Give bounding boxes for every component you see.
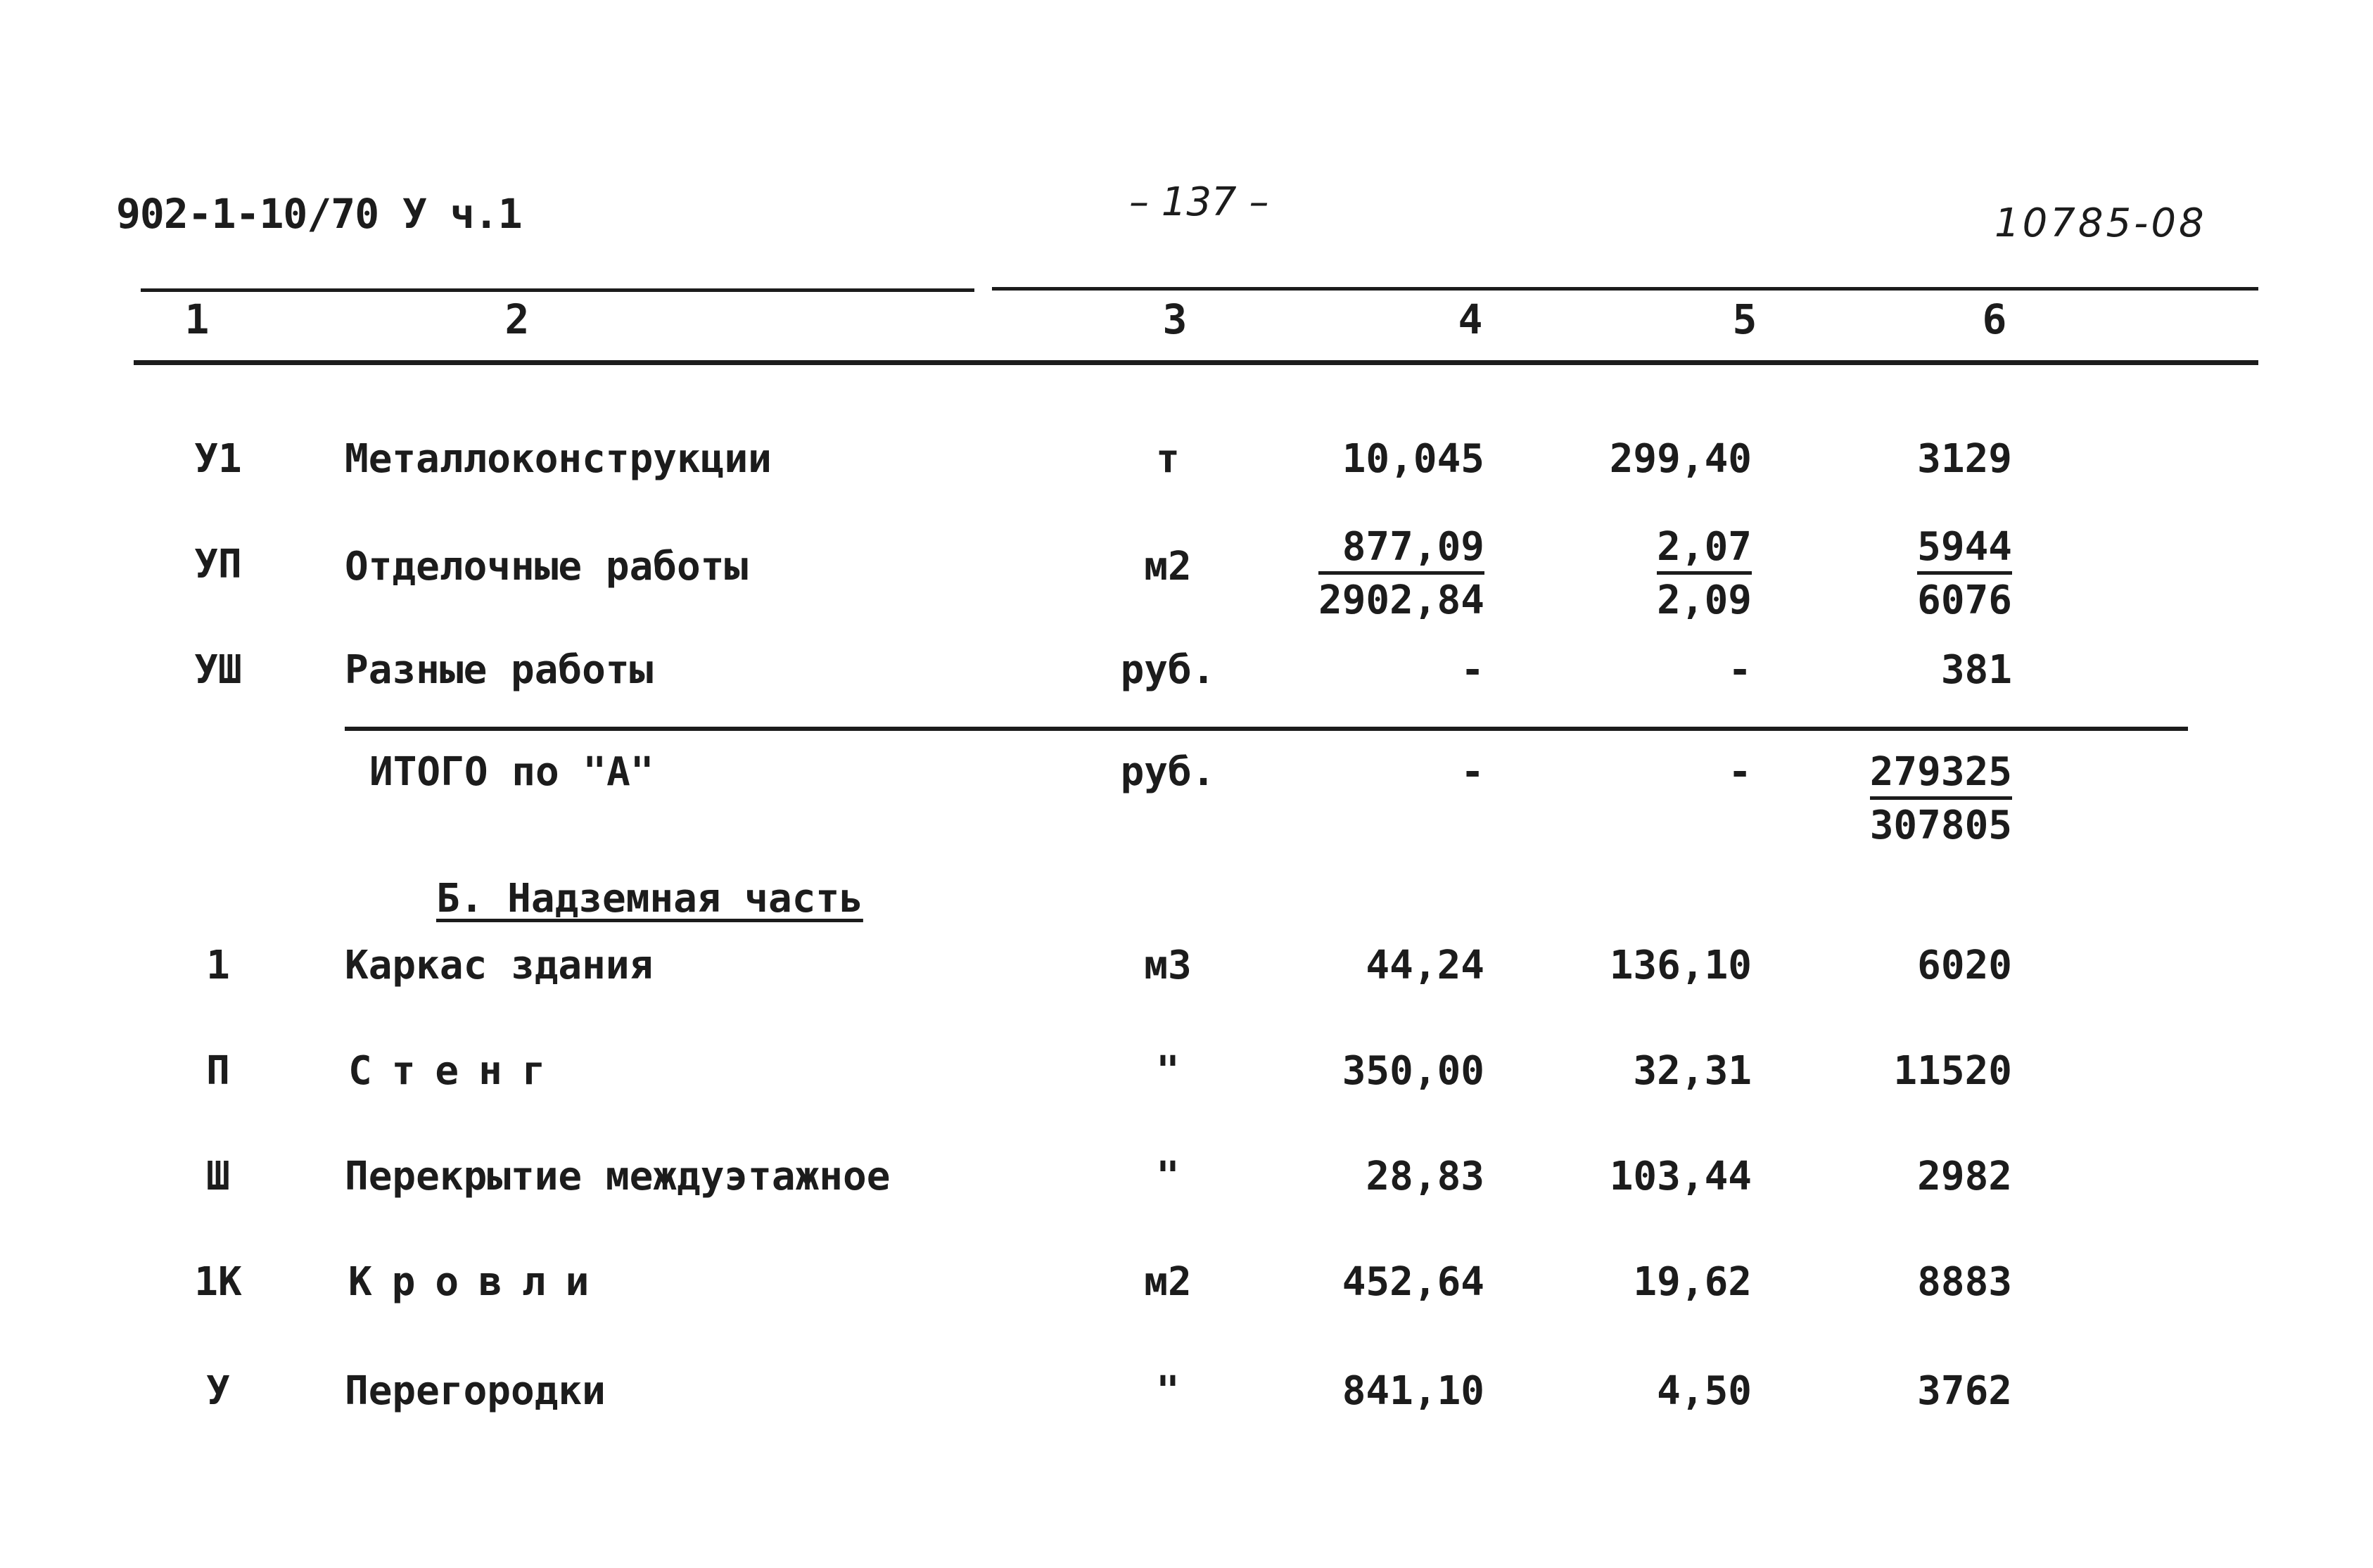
total-denominator: 6076 [1917, 578, 2012, 623]
row-price: 19,62 [1633, 1259, 1752, 1305]
row-unit: " [1156, 1048, 1180, 1094]
column-number-4: 4 [1458, 295, 1483, 343]
row-quantity: 841,10 [1342, 1368, 1484, 1414]
row-name: Металлоконструкции [345, 436, 772, 482]
total-quantity: - [1461, 749, 1484, 795]
row-price: 299,40 [1609, 436, 1752, 482]
price-numerator: 2,07 [1657, 524, 1752, 575]
row-total [1801, 524, 2012, 623]
table-top-rule-right [992, 287, 2258, 291]
row-total: 3762 [1917, 1368, 2012, 1414]
row-quantity: 452,64 [1342, 1259, 1484, 1305]
row-name: Перегородки [345, 1368, 606, 1414]
section-title: Б. Надземная часть [436, 876, 863, 922]
column-header-bottom-rule [134, 360, 2258, 365]
row-code: 1 [206, 943, 230, 988]
inventory-number: 10785-08 [1995, 200, 2207, 246]
row-code: П [206, 1048, 230, 1094]
column-number-2: 2 [504, 295, 530, 343]
row-total: 2982 [1917, 1154, 2012, 1199]
row-unit: т [1156, 436, 1180, 482]
row-quantity [1252, 524, 1484, 623]
row-quantity: 28,83 [1366, 1154, 1484, 1199]
row-code: УП [194, 542, 242, 587]
total-sum [1801, 749, 2012, 848]
row-price: - [1728, 647, 1752, 693]
row-price [1548, 524, 1752, 623]
row-code: УШ [194, 647, 242, 693]
row-total: 381 [1940, 647, 2012, 693]
row-price: 103,44 [1609, 1154, 1752, 1199]
total-numerator: 5944 [1917, 524, 2012, 575]
price-denominator: 2,09 [1657, 578, 1752, 623]
column-number-1: 1 [184, 295, 210, 343]
row-unit: м2 [1144, 544, 1192, 589]
row-total: 3129 [1917, 436, 2012, 482]
column-number-6: 6 [1982, 295, 2007, 343]
row-price: 136,10 [1609, 943, 1752, 988]
total-label: ИТОГО по "А" [369, 749, 654, 795]
total-unit: руб. [1120, 749, 1216, 795]
row-unit: " [1156, 1368, 1180, 1414]
quantity-denominator: 2902,84 [1318, 578, 1484, 623]
table-top-rule-left [141, 288, 974, 292]
total-sum-denominator: 307805 [1869, 803, 2012, 848]
row-name: Перекрытие междуэтажное [345, 1154, 891, 1199]
row-price: 32,31 [1633, 1048, 1752, 1094]
row-total: 8883 [1917, 1259, 2012, 1305]
page-number: – 137 – [1129, 179, 1269, 225]
row-code: Ш [206, 1154, 230, 1199]
row-code: У1 [194, 436, 242, 482]
row-unit: м3 [1144, 943, 1192, 988]
row-name: Стенг [348, 1048, 566, 1094]
row-price: 4,50 [1657, 1368, 1752, 1414]
row-code: 1К [194, 1259, 242, 1305]
column-number-5: 5 [1732, 295, 1757, 343]
row-quantity: 10,045 [1342, 436, 1484, 482]
subtotal-rule [345, 727, 2188, 731]
row-name: Отделочные работы [345, 544, 749, 589]
row-name: Разные работы [345, 647, 654, 693]
row-quantity: 350,00 [1342, 1048, 1484, 1094]
quantity-numerator: 877,09 [1318, 524, 1484, 575]
total-price: - [1728, 749, 1752, 795]
row-total: 11520 [1893, 1048, 2012, 1094]
total-sum-numerator: 279325 [1870, 749, 2012, 800]
row-total: 6020 [1917, 943, 2012, 988]
row-name: Кровли [348, 1259, 609, 1305]
row-unit: руб. [1120, 647, 1216, 693]
row-quantity: - [1461, 647, 1484, 693]
row-unit: м2 [1144, 1259, 1192, 1305]
row-code: У [206, 1368, 230, 1414]
row-unit: " [1156, 1154, 1180, 1199]
document-code: 902-1-10/70 У ч.1 [116, 190, 522, 238]
column-number-3: 3 [1162, 295, 1188, 343]
row-name: Каркас здания [345, 943, 654, 988]
row-quantity: 44,24 [1366, 943, 1484, 988]
